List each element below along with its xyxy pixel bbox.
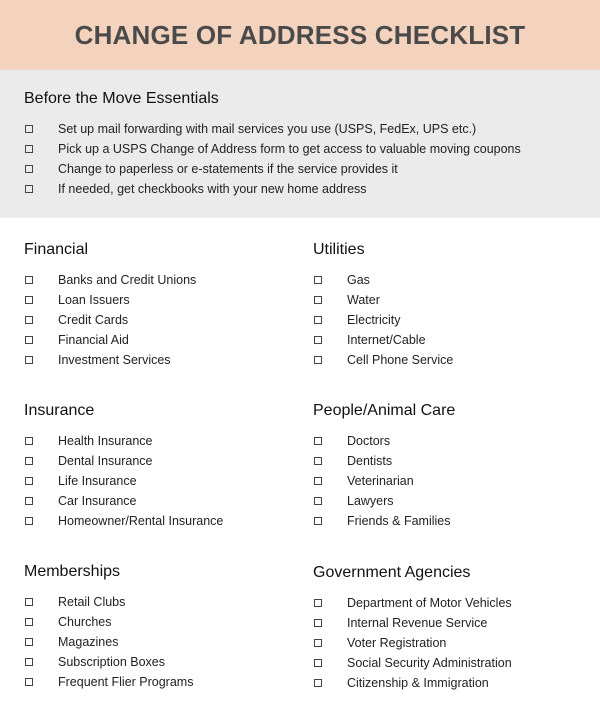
checklist-item[interactable] [0, 491, 280, 511]
page-header [0, 0, 600, 70]
checklist-item-label: Health Insurance [58, 434, 153, 448]
checklist-item[interactable] [289, 491, 569, 511]
section-title-utilities: Utilities [313, 241, 365, 258]
page-title: CHANGE OF ADDRESS CHECKLIST [74, 19, 526, 50]
checklist-item-label: Set up mail forwarding with mail services you use (USPS, FedEx, UPS etc.) [58, 122, 477, 136]
checkbox[interactable] [314, 497, 322, 505]
checkbox[interactable] [25, 316, 33, 324]
checklist-item-label: Churches [58, 615, 112, 629]
checklist-item-label: Dentists [347, 454, 393, 468]
checklist-item-label: Electricity [347, 313, 401, 327]
checklist-item-label: Cell Phone Service [347, 353, 454, 367]
checklist-item[interactable] [289, 653, 569, 673]
checklist-item[interactable] [0, 159, 590, 179]
checkbox[interactable] [314, 517, 322, 525]
checklist-item[interactable] [289, 511, 569, 531]
checkbox[interactable] [25, 658, 33, 666]
checkbox[interactable] [25, 457, 33, 465]
checkbox[interactable] [314, 679, 322, 687]
checklist-item[interactable] [289, 270, 569, 290]
checkbox[interactable] [314, 336, 322, 344]
checklist-item[interactable] [0, 652, 280, 672]
checklist-item[interactable] [289, 290, 569, 310]
checkbox[interactable] [25, 356, 33, 364]
checklist-item[interactable] [0, 431, 280, 451]
checklist-item[interactable] [289, 330, 569, 350]
section-title-insurance: Insurance [24, 402, 95, 419]
checkbox[interactable] [314, 437, 322, 445]
checklist-item-label: Doctors [347, 434, 391, 448]
checklist-item-label: Friends & Families [347, 514, 451, 528]
checklist-item-label: Internet/Cable [347, 333, 426, 347]
checklist-item-label: Lawyers [347, 494, 394, 508]
checklist-item[interactable] [0, 330, 280, 350]
checklist-item-label: Citizenship & Immigration [347, 676, 489, 690]
checklist-item-label: Investment Services [58, 353, 171, 367]
checklist-item[interactable] [0, 270, 280, 290]
checkbox[interactable] [25, 437, 33, 445]
checklist-item-label: Department of Motor Vehicles [347, 596, 512, 610]
checkbox[interactable] [25, 598, 33, 606]
checkbox[interactable] [314, 639, 322, 647]
checklist-item-label: Credit Cards [58, 313, 129, 327]
section-title-people-animal-care: People/Animal Care [313, 402, 456, 419]
checklist-item-label: Dental Insurance [58, 454, 153, 468]
checklist-item[interactable] [0, 632, 280, 652]
checklist-item[interactable] [289, 593, 569, 613]
checklist-item-label: Loan Issuers [58, 293, 130, 307]
checkbox[interactable] [25, 336, 33, 344]
checkbox[interactable] [25, 497, 33, 505]
checklist-item-label: Car Insurance [58, 494, 137, 508]
checklist-item[interactable] [289, 673, 569, 693]
checklist-item[interactable] [289, 350, 569, 370]
checkbox[interactable] [314, 477, 322, 485]
checkbox[interactable] [314, 296, 322, 304]
checkbox[interactable] [25, 185, 33, 193]
checklist-item[interactable] [0, 471, 280, 491]
checklist-item[interactable] [0, 451, 280, 471]
checklist-item[interactable] [0, 139, 590, 159]
checklist-item[interactable] [289, 451, 569, 471]
checklist-item-label: Banks and Credit Unions [58, 273, 197, 287]
checkbox[interactable] [25, 618, 33, 626]
checklist-item-label: Internal Revenue Service [347, 616, 488, 630]
checklist-item[interactable] [0, 350, 280, 370]
checkbox[interactable] [25, 165, 33, 173]
checklist-item-label: Homeowner/Rental Insurance [58, 514, 224, 528]
checklist-item-label: Pick up a USPS Change of Address form to get access to valuable moving coupons [58, 142, 521, 156]
checklist-item[interactable] [289, 633, 569, 653]
checklist-item-label: Water [347, 293, 380, 307]
checkbox[interactable] [25, 145, 33, 153]
checkbox[interactable] [314, 599, 322, 607]
checkbox[interactable] [25, 638, 33, 646]
checkbox[interactable] [25, 125, 33, 133]
checkbox[interactable] [25, 276, 33, 284]
checkbox[interactable] [25, 517, 33, 525]
checklist-item-label: Gas [347, 273, 370, 287]
checklist-item-label: Frequent Flier Programs [58, 675, 194, 689]
checkbox[interactable] [314, 659, 322, 667]
checklist-item-label: Change to paperless or e-statements if the service provides it [58, 162, 398, 176]
checkbox[interactable] [314, 356, 322, 364]
checklist-item-label: Retail Clubs [58, 595, 126, 609]
checklist-item-label: Veterinarian [347, 474, 414, 488]
checklist-item-label: Social Security Administration [347, 656, 512, 670]
checkbox[interactable] [314, 316, 322, 324]
checklist-item[interactable] [0, 612, 280, 632]
section-title-memberships: Memberships [24, 563, 121, 580]
checklist-item-label: Life Insurance [58, 474, 137, 488]
checklist-item-label: Magazines [58, 635, 119, 649]
checklist-item-label: If needed, get checkbooks with your new home address [58, 182, 367, 196]
checkbox[interactable] [314, 619, 322, 627]
section-title-government-agencies: Government Agencies [313, 564, 471, 581]
checklist-item[interactable] [289, 613, 569, 633]
checklist-item[interactable] [0, 511, 280, 531]
checkbox[interactable] [25, 296, 33, 304]
checklist-item[interactable] [289, 471, 569, 491]
checklist-item[interactable] [0, 672, 280, 692]
checklist-item[interactable] [0, 592, 280, 612]
checklist-item[interactable] [289, 431, 569, 451]
checklist-item[interactable] [0, 179, 590, 199]
checklist-item-label: Voter Registration [347, 636, 447, 650]
checklist-item[interactable] [0, 310, 280, 330]
checklist-item-label: Financial Aid [58, 333, 129, 347]
checklist-item[interactable] [0, 119, 590, 139]
checkbox[interactable] [314, 276, 322, 284]
checklist-item[interactable] [289, 310, 569, 330]
checkbox[interactable] [25, 477, 33, 485]
checklist-item[interactable] [0, 290, 280, 310]
checkbox[interactable] [314, 457, 322, 465]
before-move-title: Before the Move Essentials [24, 90, 219, 107]
checkbox[interactable] [25, 678, 33, 686]
section-title-financial: Financial [24, 241, 89, 258]
checklist-item-label: Subscription Boxes [58, 655, 166, 669]
